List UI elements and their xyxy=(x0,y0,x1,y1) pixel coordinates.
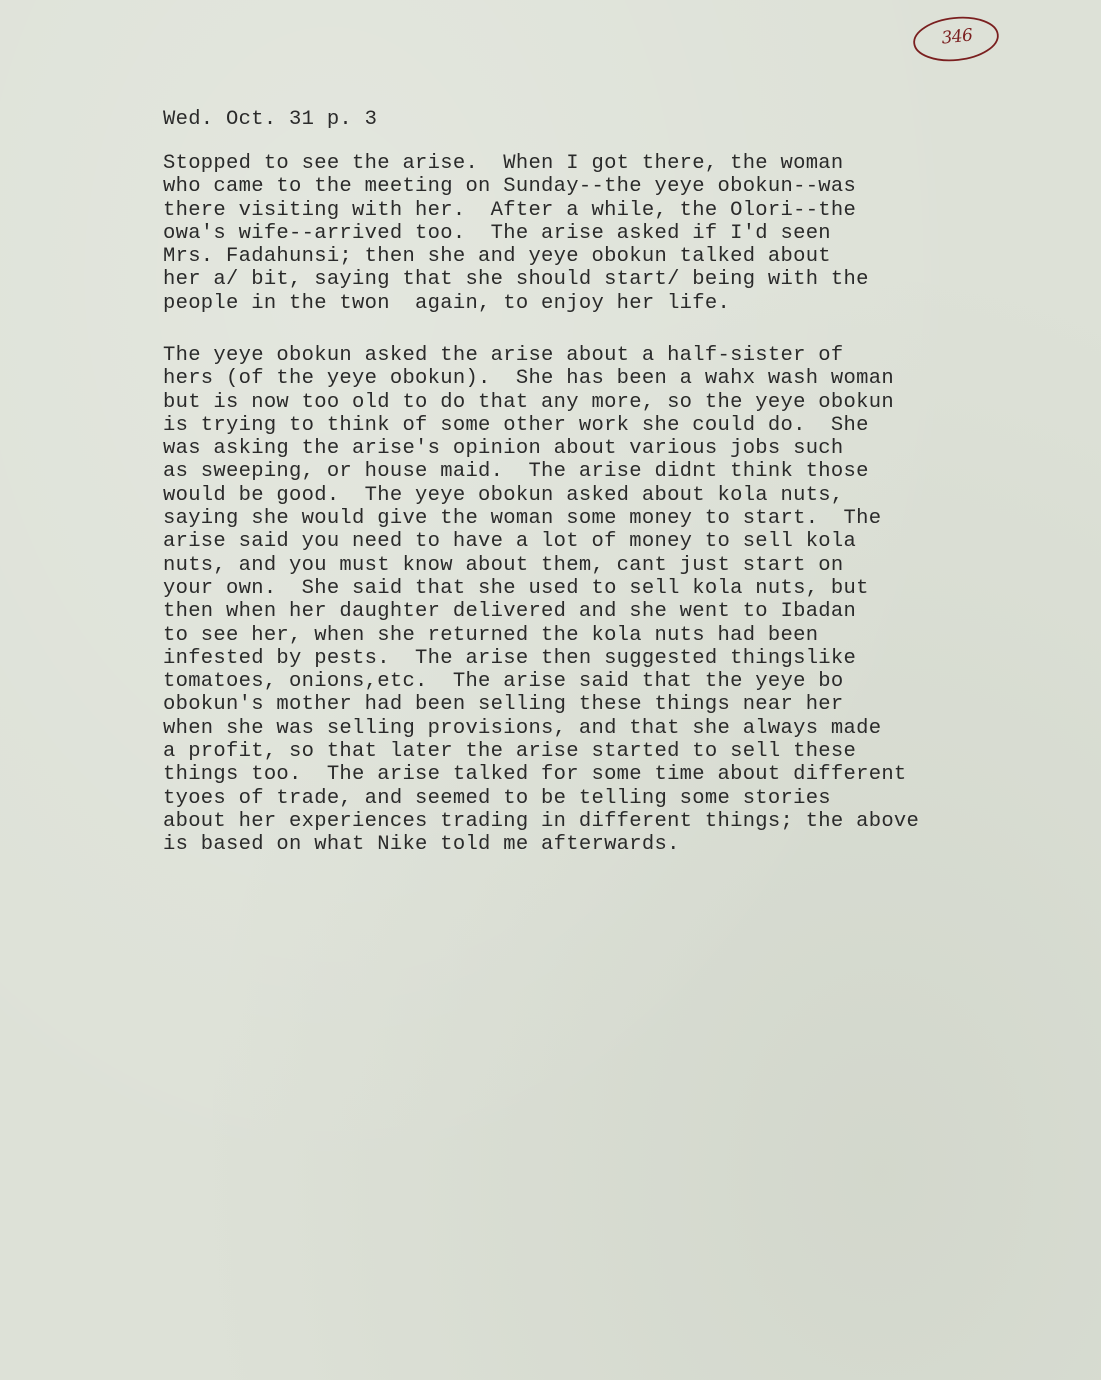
text-line: is based on what Nike told me afterwards. xyxy=(163,833,680,857)
text-line: to see her, when she returned the kola nuts had been xyxy=(163,623,819,647)
text-line: would be good. The yeye obokun asked about kola nuts, xyxy=(163,483,844,507)
text-line: who came to the meeting on Sunday--the yeye obokun--was xyxy=(163,175,857,199)
text-line: obokun's mother had been selling these things near her xyxy=(163,693,844,717)
text-line: then when her daughter delivered and she went to Ibadan xyxy=(163,600,857,624)
text-line: but is now too old to do that any more, so the yeye obokun xyxy=(163,390,894,414)
page-number: 346 xyxy=(940,25,974,49)
text-line: nuts, and you must know about them, cant just start on xyxy=(163,553,844,577)
text-line: Stopped to see the arise. When I got there, the woman xyxy=(163,152,844,175)
text-line: hers (of the yeye obokun). She has been a wahx wash woman xyxy=(163,367,894,391)
text-line: as sweeping, or house maid. The arise didnt think those xyxy=(163,460,869,484)
paragraph-1 xyxy=(163,152,1023,315)
text-line: saying she would give the woman some money to start. The xyxy=(163,507,882,531)
text-line: tyoes of trade, and seemed to be telling some stories xyxy=(163,786,831,810)
text-line: her a/ bit, saying that she should start/ being with the xyxy=(163,268,869,292)
text-line: The yeye obokun asked the arise about a half-sister of xyxy=(163,344,844,367)
page-header: Wed. Oct. 31 p. 3 xyxy=(163,108,378,131)
text-line: infested by pests. The arise then suggested thingslike xyxy=(163,646,857,670)
text-line: your own. She said that she used to sell kola nuts, but xyxy=(163,576,869,600)
text-line: was asking the arise's opinion about various jobs such xyxy=(163,437,844,461)
text-line: things too. The arise talked for some time about different xyxy=(163,763,907,787)
text-line: there visiting with her. After a while, the Olori--the xyxy=(163,198,857,222)
text-line: when she was selling provisions, and that she always made xyxy=(163,716,882,740)
page-number-stamp xyxy=(912,14,1000,64)
text-line: about her experiences trading in different things; the above xyxy=(163,809,920,833)
text-line: people in the twon again, to enjoy her life. xyxy=(163,291,731,315)
text-line: is trying to think of some other work she could do. She xyxy=(163,413,869,437)
text-line: owa's wife--arrived too. The arise asked if I'd seen xyxy=(163,221,831,245)
paragraph-2 xyxy=(163,344,1023,857)
text-line: Mrs. Fadahunsi; then she and yeye obokun talked about xyxy=(163,245,831,269)
text-line: a profit, so that later the arise started to sell these xyxy=(163,740,857,764)
text-line: arise said you need to have a lot of money to sell kola xyxy=(163,530,857,554)
text-line: tomatoes, onions,etc. The arise said that the yeye bo xyxy=(163,670,844,694)
